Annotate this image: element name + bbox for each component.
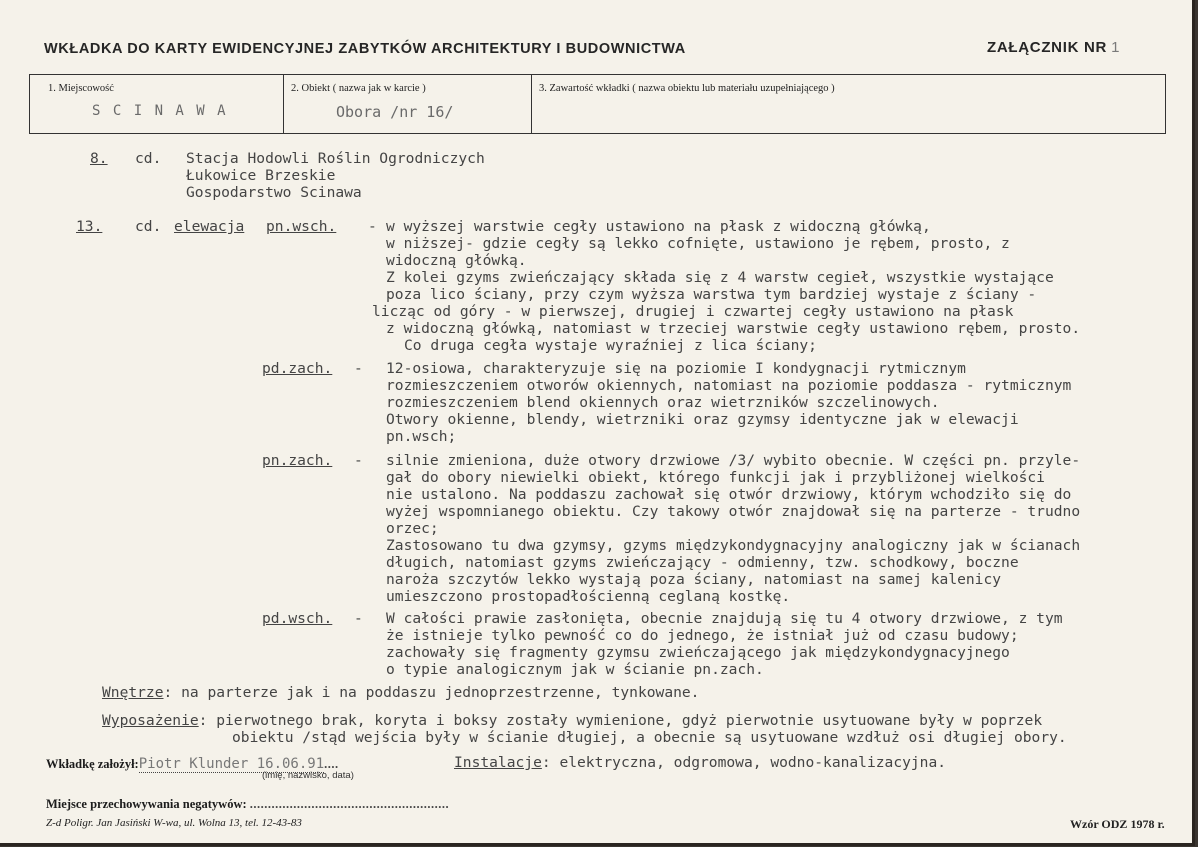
pd-zach-line: rozmieszczeniem blend okiennych oraz wietrzników szczelinowych. [386,394,940,411]
pd-zach-line: rozmieszczeniem otworów okiennych, natomiast na poziomie poddasza - rytmicznym [386,377,1072,394]
equipment-line: obiektu /stąd wejścia były w ścianie długiej, a obecnie są usytuowane wzdłuż osi długiej obory. [232,729,1067,746]
author-label: Wkładkę założył: [46,757,139,771]
pn-zach-dash: - [354,452,363,469]
pn-wsch-line: Z kolei gzyms zwieńczający składa się z 4 warstw cegieł, wszystkie wystające [386,269,1054,286]
content-field [532,75,1165,133]
interior-row [102,684,699,701]
form-model: Wzór ODZ 1978 r. [1070,817,1165,831]
pn-wsch-line: w niższej- gdzie cegły są lekko cofnięte, ustawiono je rębem, prosto, z [386,235,1010,252]
author-value: Piotr Klunder 16.06.91 [138,756,325,772]
object-field [284,75,532,133]
pn-zach-line: Zastosowano tu dwa gzymsy, gzyms międzykondygnacyjny analogiczny jak w ścianach [386,537,1081,554]
section-8-number: 8. [90,150,108,167]
installations-label: Instalacje [454,754,542,771]
pn-wsch-line: Co druga cegła wystaje wyraźniej z lica ściany; [404,337,817,354]
pn-zach-label: pn.zach. [262,452,333,469]
object-value: Obora /nr 16/ [336,103,454,121]
pn-zach-line: naroża szczytów lekko wystają poza ściany, natomiast na samej kalenicy [386,571,1002,588]
pd-wsch-line: o typie analogicznym jak w ścianie pn.zach. [386,661,764,678]
pd-wsch-line: zachowały się fragmenty gzymsu zwieńczającego jak międzykondygnacyjnego [386,644,1010,661]
pd-zach-dash: - [354,360,363,377]
negatives-row [46,797,449,812]
section-13-cd: cd. [135,218,162,235]
negatives-dots: ....................................................... [249,797,450,811]
section-13-number: 13. [76,218,103,235]
document-title: WKŁADKA DO KARTY EWIDENCYJNEJ ZABYTKÓW ARCHITEKTURY I BUDOWNICTWA [44,41,686,57]
installations-text: : elektryczna, odgromowa, wodno-kanalizacyjna. [541,754,947,771]
pn-wsch-label: pn.wsch. [266,218,337,235]
section-8-cd: cd. [135,150,162,167]
pn-zach-line: nie ustalono. Na poddaszu zachował się otwór drzwiowy, którym wchodziło się do [386,486,1072,503]
place-value: S C I N A W A [92,103,228,119]
pd-wsch-label: pd.wsch. [262,610,333,627]
section-8-line: Gospodarstwo Scinawa [186,184,362,201]
equipment-row [102,712,1042,729]
pn-wsch-line: licząc od góry - w pierwszej, drugiej i czwartej cegły ustawiono na płask [372,303,1014,320]
annex-label [987,39,1120,56]
pd-wsch-line: że istnieje tylko pewność co do jednego, że istniał już od czasu budowy; [386,627,1019,644]
negatives-label: Miejsce przechowywania negatywów: [46,797,247,811]
place-field [30,75,284,133]
pn-zach-line: silnie zmieniona, duże otwory drzwiowe /3/ wybito obecnie. W części pn. przyle- [386,452,1081,469]
printer-info: Z-d Poligr. Jan Jasiński W-wa, ul. Wolna 13, tel. 12-43-83 [46,817,302,829]
content-label: 3. Zawartość wkładki ( nazwa obiektu lub materiału uzupełniającego ) [539,83,835,94]
interior-label: Wnętrze [102,684,164,701]
pd-zach-line: Otwory okienne, blendy, wietrzniki oraz gzymsy identyczne jak w elewacji [386,411,1019,428]
pn-wsch-line: z widoczną główką, natomiast w trzeciej warstwie cegły ustawiono rębem, prosto. [386,320,1081,337]
pn-wsch-line: w wyższej warstwie cegły ustawiono na płask z widoczną główką, [386,218,931,235]
author-row: Wkładkę założył:Piotr Klunder 16.06.91.... [46,756,339,772]
pn-zach-line: orzec; [386,520,439,537]
author-caption: (imię, nazwisko, data) [262,770,354,781]
elewacja-label: elewacja [174,218,245,235]
pn-zach-line: wyżej wspomnianego obiektu. Czy takowy otwór znajdował się na parterze - trudno [386,503,1081,520]
pn-zach-line: umieszczono prostopadłościenną ceglaną kostkę. [386,588,791,605]
pn-wsch-dash: - [368,218,377,235]
section-8-line: Łukowice Brzeskie [186,167,336,184]
pn-wsch-line: poza lico ściany, przy czym wyższa warstwa tym bardziej wystaje z ściany - [386,286,1037,303]
annex-number: 1 [1111,39,1121,56]
pd-zach-label: pd.zach. [262,360,333,377]
section-8-line: Stacja Hodowli Roślin Ogrodniczych [186,150,485,167]
place-label: 1. Miejscowość [48,83,114,94]
equipment-text: : pierwotnego brak, koryta i boksy zostały wymienione, gdyż pierwotnie usytuowane były w poprzek [198,712,1043,729]
object-label: 2. Obiekt ( nazwa jak w karcie ) [291,83,426,94]
annex-label-text: ZAŁĄCZNIK NR [987,39,1108,56]
pd-zach-line: pn.wsch; [386,428,457,445]
interior-text: : na parterze jak i na poddaszu jednoprzestrzenne, tynkowane. [163,684,700,701]
pn-zach-line: gał do obory niewielki obiekt, którego funkcji jak i przybliżonej wielkości [386,469,1045,486]
header-fields-table [29,74,1166,134]
pn-wsch-line: widoczną główką. [386,252,527,269]
installations-row [454,754,946,771]
pd-wsch-line: W całości prawie zasłonięta, obecnie znajdują się tu 4 otwory drzwiowe, z tym [386,610,1063,627]
pn-zach-line: długich, natomiast gzyms zwieńczający - odmienny, tzw. schodkowy, boczne [386,554,1019,571]
pd-wsch-dash: - [354,610,363,627]
pd-zach-line: 12-osiowa, charakteryzuje się na poziomie I kondygnacji rytmicznym [386,360,966,377]
equipment-label: Wyposażenie [102,712,199,729]
